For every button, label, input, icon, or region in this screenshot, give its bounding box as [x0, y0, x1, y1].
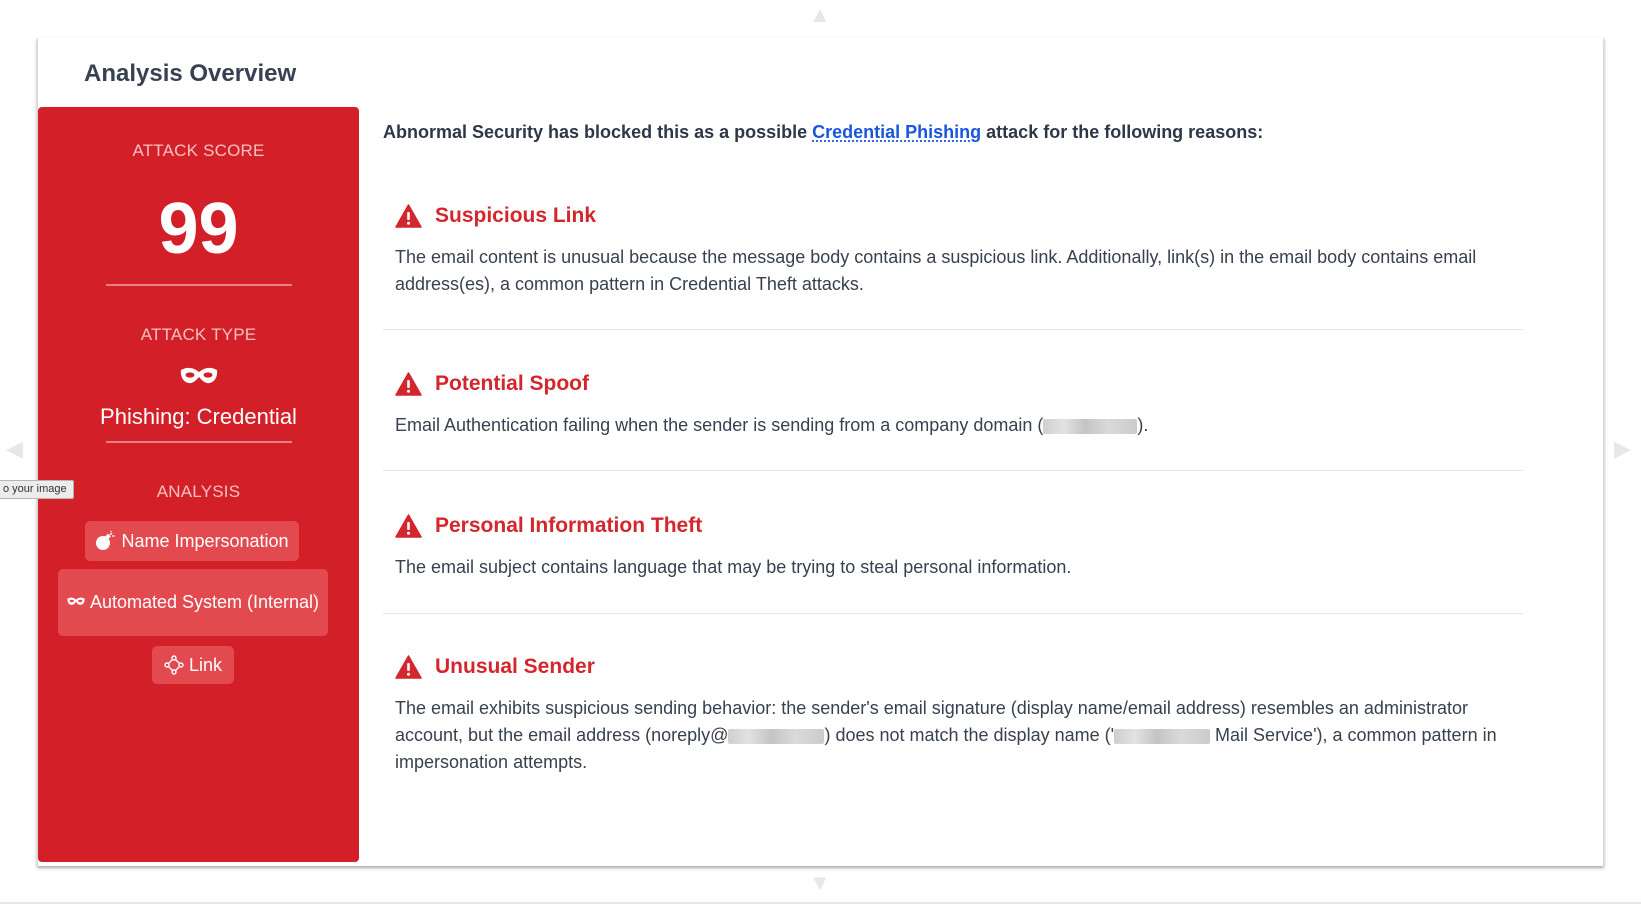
chip-label-text: Automated System (Internal)	[89, 592, 320, 612]
warning-icon	[395, 372, 422, 396]
reason-text-after: ).	[1137, 415, 1149, 435]
next-arrow-down-icon[interactable]: ▼	[809, 870, 831, 895]
reason-title: Potential Spoof	[435, 372, 589, 395]
warning-icon	[395, 655, 422, 679]
reason-text-part1: The email exhibits suspicious sending behavior: the sender's email signature (display name/email address) resembles an administrator account, but the email address (noreply@	[395, 698, 1468, 745]
bottom-divider	[0, 902, 1641, 904]
divider	[383, 613, 1523, 614]
prev-arrow-up-icon[interactable]: ▲	[809, 2, 831, 27]
reason-text-part3: Mail Service'), a common pattern in impersonation attempts.	[395, 725, 1497, 772]
credential-phishing-link[interactable]: Credential Phishing	[812, 122, 982, 142]
image-tooltip: o your image	[0, 480, 74, 499]
reason-title: Suspicious Link	[435, 204, 597, 227]
divider	[383, 470, 1523, 471]
warning-icon	[395, 514, 422, 538]
reason-description	[395, 695, 1513, 776]
mask-icon	[180, 367, 218, 385]
attack-score-label: ATTACK SCORE	[132, 141, 265, 160]
reason-title: Unusual Sender	[435, 655, 595, 678]
reason-description	[395, 412, 1513, 439]
divider	[383, 329, 1523, 330]
next-arrow-right-icon[interactable]: ▶	[1614, 436, 1631, 461]
redacted-display-name	[1114, 729, 1210, 744]
link-nodes-icon	[164, 655, 184, 675]
warning-icon	[395, 204, 422, 228]
reason-title: Personal Information Theft	[435, 514, 703, 537]
panel-divider	[106, 284, 292, 286]
prev-arrow-left-icon[interactable]: ◀	[6, 436, 23, 461]
reason-text-before: Email Authentication failing when the sender is sending from a company domain (	[395, 415, 1044, 435]
reason-description: The email subject contains language that may be trying to steal personal information.	[395, 557, 1072, 577]
reason-header	[395, 652, 595, 682]
analysis-overview-card	[37, 38, 1604, 866]
intro-suffix: attack for the following reasons:	[981, 122, 1264, 142]
attack-type-label: ATTACK TYPE	[140, 325, 257, 344]
reason-description: The email content is unusual because the message body contains a suspicious link. Additionally, link(s) in the email body contains email address(es), a common pattern in Credential Theft attacks.	[395, 247, 1477, 294]
chip-label: Link	[188, 654, 223, 675]
name-impersonation-chip[interactable]	[85, 521, 299, 561]
redacted-sender-domain	[728, 729, 824, 744]
panel-divider	[106, 441, 292, 443]
attack-score-value: 99	[158, 189, 239, 269]
redacted-domain	[1043, 419, 1137, 434]
reason-header	[395, 511, 702, 541]
attack-type-value: Phishing: Credential	[100, 404, 297, 429]
card-title: Analysis Overview	[84, 60, 297, 87]
mask-icon	[67, 597, 85, 606]
bomb-icon	[95, 531, 115, 551]
reason-text-part2: ) does not match the display name ('	[824, 725, 1115, 745]
attack-score-panel	[38, 107, 359, 862]
chip-label	[67, 589, 319, 616]
intro-text	[383, 122, 1563, 143]
reason-header	[395, 369, 589, 399]
automated-system-chip[interactable]	[58, 569, 328, 636]
reason-header	[395, 201, 596, 231]
chip-label: Name Impersonation	[121, 530, 289, 551]
link-chip[interactable]	[152, 646, 234, 684]
intro-prefix: Abnormal Security has blocked this as a possible	[383, 122, 813, 142]
analysis-label: ANALYSIS	[156, 482, 241, 501]
